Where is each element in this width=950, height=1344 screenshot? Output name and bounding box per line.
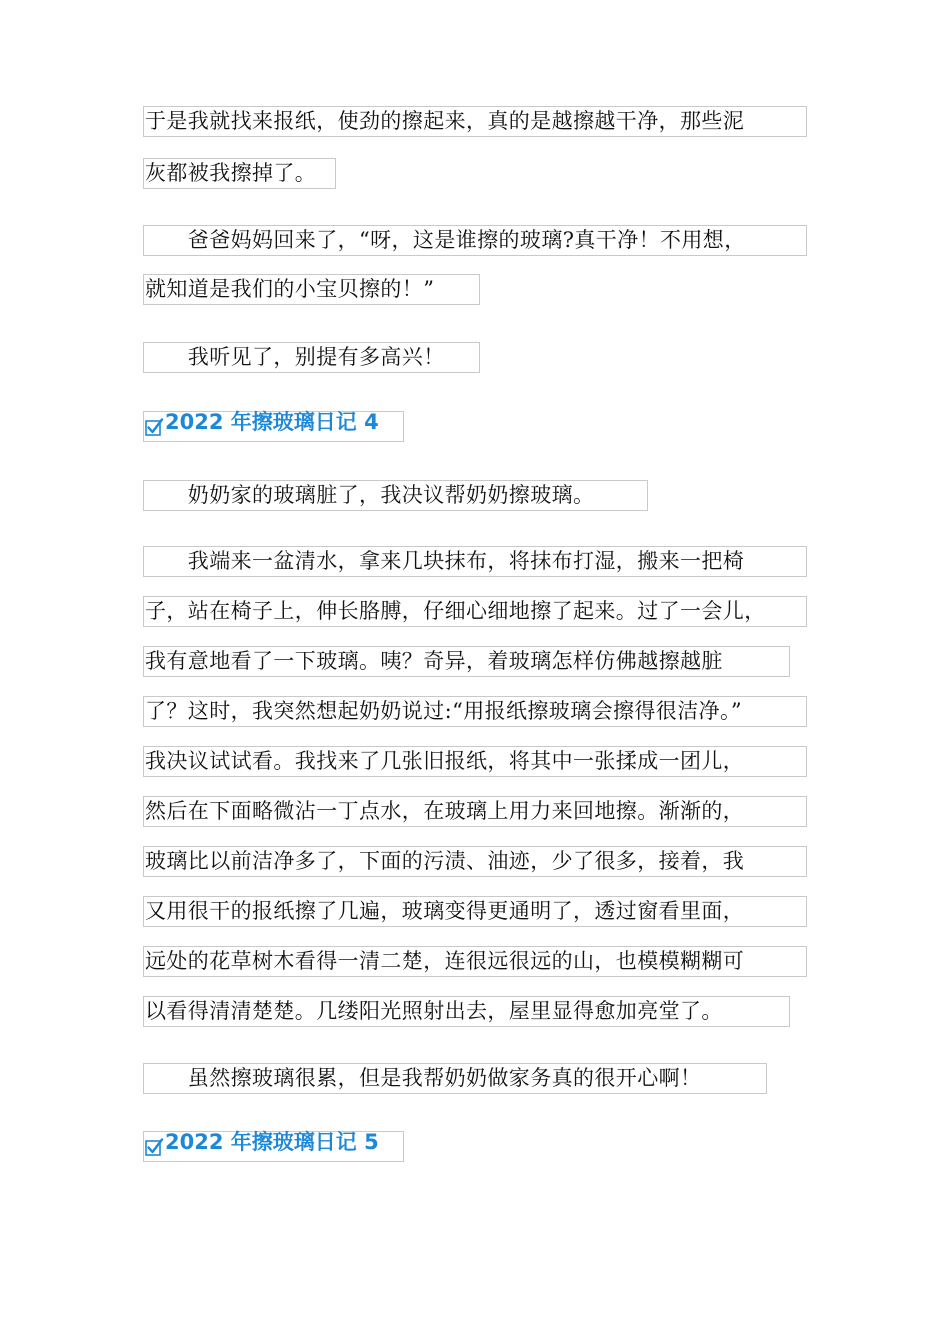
paragraph-4-line-1: 奶奶家的玻璃脏了，我决议帮奶奶擦玻璃。 xyxy=(145,483,595,507)
section-heading-4-text: 2022 年擦玻璃日记 4 xyxy=(165,410,379,434)
paragraph-3-line-1: 我听见了，别提有多高兴！ xyxy=(145,345,445,369)
paragraph-1-line-2: 灰都被我擦掉了。 xyxy=(145,161,317,185)
section-heading-5-text: 2022 年擦玻璃日记 5 xyxy=(165,1130,379,1154)
paragraph-2-line-1: 爸爸妈妈回来了，“呀，这是谁擦的玻璃?真干净！不用想， xyxy=(145,228,746,252)
section-heading-4 xyxy=(145,407,379,438)
paragraph-5-line-10: 以看得清清楚楚。几缕阳光照射出去，屋里显得愈加亮堂了。 xyxy=(145,999,723,1023)
paragraph-5-line-5: 我决议试试看。我找来了几张旧报纸，将其中一张揉成一团儿， xyxy=(145,749,745,773)
paragraph-6-line-1: 虽然擦玻璃很累，但是我帮奶奶做家务真的很开心啊！ xyxy=(145,1066,702,1090)
paragraph-5-line-6: 然后在下面略微沾一丁点水，在玻璃上用力来回地擦。渐渐的， xyxy=(145,799,745,823)
paragraph-1-line-1: 于是我就找来报纸，使劲的擦起来，真的是越擦越干净，那些泥 xyxy=(145,109,745,133)
paragraph-5-line-9: 远处的花草树木看得一清二楚，连很远很远的山，也模模糊糊可 xyxy=(145,949,745,973)
paragraph-5-line-8: 又用很干的报纸擦了几遍，玻璃变得更通明了，透过窗看里面， xyxy=(145,899,745,923)
paragraph-5-line-4: 了？这时，我突然想起奶奶说过:“用报纸擦玻璃会擦得很洁净。” xyxy=(145,699,743,723)
paragraph-5-line-1: 我端来一盆清水，拿来几块抹布，将抹布打湿，搬来一把椅 xyxy=(145,549,745,573)
paragraph-5-line-3: 我有意地看了一下玻璃。咦？奇异，着玻璃怎样仿佛越擦越脏 xyxy=(145,649,723,673)
paragraph-5-line-2: 子，站在椅子上，伸长胳膊，仔细心细地擦了起来。过了一会儿， xyxy=(145,599,766,623)
section-heading-5 xyxy=(145,1127,379,1158)
paragraph-5-line-7: 玻璃比以前洁净多了，下面的污渍、油迹，少了很多，接着，我 xyxy=(145,849,745,873)
checkbox-checked-icon xyxy=(145,418,163,436)
paragraph-2-line-2: 就知道是我们的小宝贝擦的！” xyxy=(145,277,435,301)
checkbox-checked-icon xyxy=(145,1138,163,1156)
